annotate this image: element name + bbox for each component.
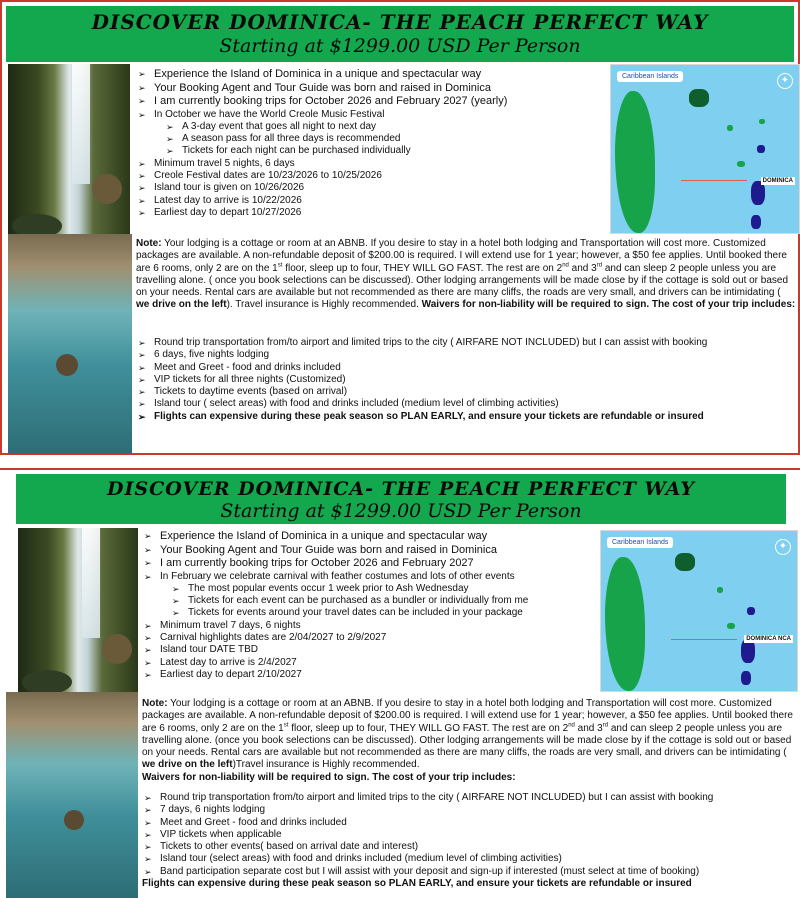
list-item: ➢ The most popular events occur 1 week prior to Ash Wednesday bbox=[172, 582, 469, 594]
pool-photo bbox=[6, 692, 138, 898]
list-item: ➢ Minimum travel 5 nights, 6 days bbox=[138, 157, 295, 169]
list-item: ➢ Tickets for each event can be purchased as a bundler or individually from me bbox=[172, 595, 529, 607]
list-item: ➢ Round trip transportation from/to airport and limited trips to the city ( AIRFARE NOT INCLUDED) but I can assist with booking bbox=[138, 337, 708, 348]
map-title: Caribbean Islands bbox=[617, 71, 683, 82]
flyer-subtitle: Starting at $1299.00 USD Per Person bbox=[219, 35, 581, 57]
list-item: ➢ In October we have the World Creole Music Festival bbox=[138, 108, 385, 120]
list-item: ➢ Island tour ( select areas) with food and drinks included (medium level of climbing activities) bbox=[138, 398, 559, 410]
list-item: ➢ Tickets for events around your travel dates can be included in your package bbox=[172, 607, 523, 619]
includes-list bbox=[142, 792, 796, 890]
flyer-title: DISCOVER DOMINICA- THE PEACH PERFECT WAY bbox=[107, 478, 695, 500]
list-item: ➢ Creole Festival dates are 10/23/2026 to 10/25/2026 bbox=[138, 169, 382, 181]
list-item: ➢ Latest day to arrive is 2/4/2027 bbox=[144, 656, 297, 668]
list-item: ➢ A season pass for all three days is recommended bbox=[166, 133, 401, 145]
list-item: ➢ Carnival highlights dates are 2/04/2027 to 2/9/2027 bbox=[144, 631, 387, 643]
list-item: ➢ Tickets to daytime events (based on arrival) bbox=[138, 386, 348, 398]
note-paragraph: Note: Your lodging is a cottage or room at an ABNB. If you desire to stay in a hotel both lodging and Transportation will cost more. Customized packages are available. A non-refundable deposit of $200.00 is required. I will extend use for 1 year; however, a $50 fee applies. Until booked there are 6 rooms, only 2 are on the 1st floor, sleep up to four, THEY WILL GO FAST. The rest are on 2nd and 3rd and can sleep 2 people unless you are travelling alone. ( once you book selections can be discussed). Other lodging arrangements will be made close by if the cottage is sold out or based on your needs. Rental cars are available but not recommended as there are many cliffs, the roads are very small, and drivers can be intimidating ( we drive on the left). Travel insurance is Highly recommended. Waivers for non-liability will be required to sign. The cost of your trip includes: bbox=[136, 238, 796, 311]
final-note: Flights can expensive during these peak season so PLAN EARLY, and ensure your tickets are refundable or insured bbox=[142, 878, 692, 890]
list-item: ➢ Minimum travel 7 days, 6 nights bbox=[144, 619, 301, 631]
list-item: ➢ Earliest day to depart 2/10/2027 bbox=[144, 668, 302, 680]
list-item: ➢ Tickets to other events( based on arrival date and interest) bbox=[144, 841, 419, 853]
list-item: ➢ Island tour (select areas) with food and drinks included (medium level of climbing activities) bbox=[144, 853, 562, 865]
caribbean-map bbox=[600, 530, 798, 692]
list-item: ➢ Your Booking Agent and Tour Guide was born and raised in Dominica bbox=[144, 543, 497, 556]
list-item: ➢ 6 days, five nights lodging bbox=[138, 349, 270, 361]
note-paragraph: Note: Your lodging is a cottage or room at an ABNB. If you desire to stay in a hotel both lodging and Transportation will cost more. Customized packages are available. A non-refundable deposit of $200.00 is required. I will extend use for 1 year; however, a $50 fee applies. Until booked there are 6 rooms, only 2 are on the 1st floor, sleep up to four, THEY WILL GO FAST. The rest are on 2nd and 3rd and can sleep 2 people unless you are travelling alone. (once you book selections can be discussed). Other lodging arrangements will be made close by if the cottage is sold out or based on your needs. Rental cars are available but not recommended as there are many cliffs, the roads are very small, and drivers can be intimidating ( we drive on the left)Travel insurance is Highly recommended. Waivers for non-liability will be required to sign. The cost of your trip includes: bbox=[142, 698, 793, 783]
list-item: ➢ Meet and Greet - food and drinks included bbox=[144, 816, 347, 828]
list-item: ➢ Island tour DATE TBD bbox=[144, 644, 258, 656]
caribbean-map bbox=[610, 64, 800, 234]
title-banner bbox=[6, 6, 794, 62]
list-item: ➢ Band participation separate cost but I will assist with your deposit and sign-up if interested (must select at time of booking) bbox=[144, 865, 700, 877]
flyer-title: DISCOVER DOMINICA- THE PEACH PERFECT WAY bbox=[91, 10, 709, 34]
list-item: ➢ VIP tickets for all three nights (Customized) bbox=[138, 373, 346, 385]
map-title: Caribbean Islands bbox=[607, 537, 673, 548]
flyer-february bbox=[0, 468, 800, 896]
list-item: ➢ Latest day to arrive is 10/22/2026 bbox=[138, 194, 302, 206]
dominica-label: DOMINICA bbox=[762, 178, 793, 184]
flyer-subtitle: Starting at $1299.00 USD Per Person bbox=[220, 500, 582, 522]
list-item: ➢ In February we celebrate carnival with feather costumes and lots of other events bbox=[144, 570, 515, 582]
trip-details bbox=[136, 68, 606, 219]
list-item: ➢ Experience the Island of Dominica in a unique and spectacular way bbox=[144, 530, 488, 542]
waiver-notice: Waivers for non-liability will be required to sign. The cost of your trip includes: bbox=[421, 299, 796, 311]
list-item: ➢ I am currently booking trips for October 2026 and February 2027 (yearly) bbox=[138, 95, 508, 107]
compass-icon: ✦ bbox=[777, 73, 793, 89]
list-item: ➢ I am currently booking trips for October 2026 and February 2027 bbox=[144, 557, 474, 569]
list-item: ➢ A 3-day event that goes all night to next day bbox=[166, 120, 377, 132]
waterfall-photo bbox=[18, 528, 138, 693]
list-item: ➢ VIP tickets when applicable bbox=[144, 828, 282, 840]
list-item: ➢ 7 days, 6 nights lodging bbox=[144, 804, 266, 816]
waterfall-photo bbox=[8, 64, 130, 234]
dominica-label: DOMINICA NCA bbox=[746, 636, 791, 642]
waiver-notice: Waivers for non-liability will be required to sign. The cost of your trip includes: bbox=[142, 771, 516, 783]
title-banner bbox=[16, 474, 786, 524]
list-item: ➢ Island tour is given on 10/26/2026 bbox=[138, 182, 305, 194]
compass-icon: ✦ bbox=[775, 539, 791, 555]
list-item: ➢ Earliest day to depart 10/27/2026 bbox=[138, 206, 302, 218]
list-item: ➢ Your Booking Agent and Tour Guide was born and raised in Dominica bbox=[138, 81, 491, 94]
list-item: ➢ Meet and Greet - food and drinks included bbox=[138, 361, 341, 373]
list-item: ➢ Experience the Island of Dominica in a unique and spectacular way bbox=[138, 68, 482, 80]
includes-list bbox=[136, 337, 796, 423]
pool-photo bbox=[8, 234, 132, 454]
list-item: ➢ Tickets for each night can be purchased individually bbox=[166, 145, 411, 157]
list-item: ➢ Round trip transportation from/to airport and limited trips to the city ( AIRFARE NOT INCLUDED) but I can assist with booking bbox=[144, 792, 714, 803]
trip-details bbox=[142, 530, 592, 681]
list-item: ➢ Flights can expensive during these peak season so PLAN EARLY, and ensure your tickets are refundable or insured bbox=[138, 410, 704, 422]
